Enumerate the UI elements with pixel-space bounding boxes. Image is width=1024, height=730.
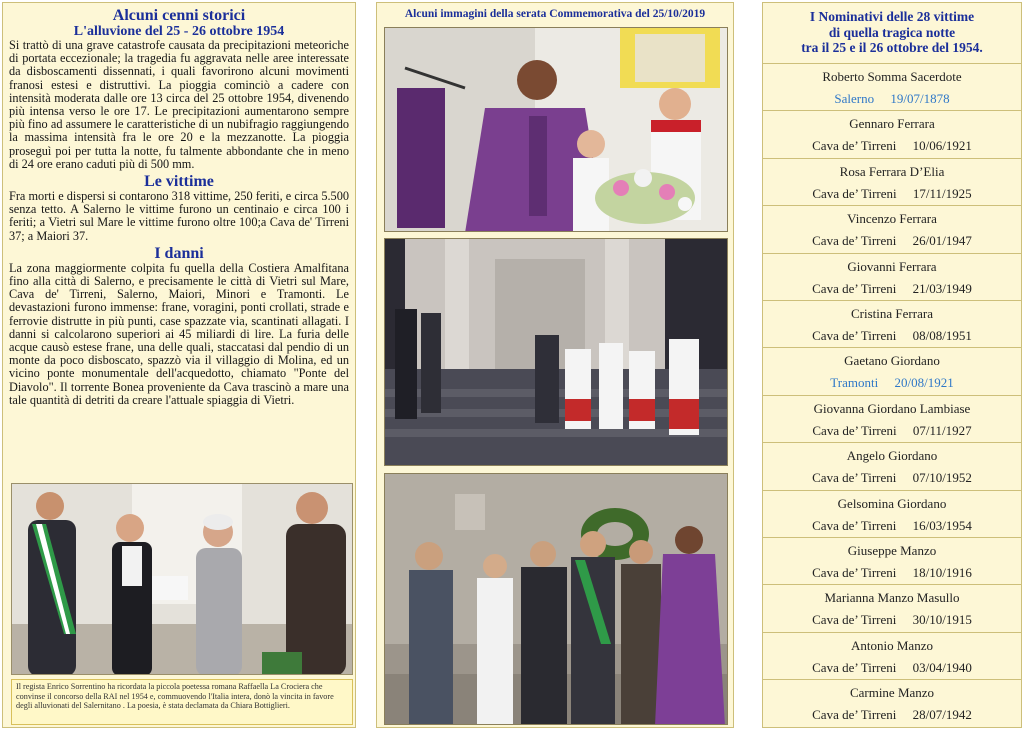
victim-name: Vincenzo Ferrara: [847, 211, 937, 227]
victim-entry: [763, 395, 1021, 442]
victim-name: Gelsomina Giordano: [837, 495, 947, 511]
victim-date: 18/10/1916: [912, 564, 972, 580]
victim-date: 21/03/1949: [912, 280, 972, 296]
victim-place-date: [763, 85, 1021, 107]
victim-date: 28/07/1942: [912, 707, 972, 723]
victim-entry: [763, 63, 1021, 110]
victim-entry: [763, 300, 1021, 347]
victim-name: Rosa Ferrara D’Elia: [839, 163, 945, 179]
victim-date: 03/04/1940: [912, 659, 972, 675]
victim-date: 26/01/1947: [912, 233, 972, 249]
history-title: Alcuni cenni storici: [112, 7, 246, 24]
victim-name: Angelo Giordano: [846, 448, 938, 464]
victim-date: 10/06/1921: [912, 138, 972, 154]
victim-place-date: [763, 132, 1021, 154]
victim-place: Cava de’ Tirreni: [812, 422, 897, 438]
victim-place-date: [763, 275, 1021, 297]
victim-entry: [763, 442, 1021, 489]
history-panel: [2, 2, 356, 728]
victim-place-date: [763, 654, 1021, 676]
victim-date: 17/11/1925: [912, 185, 972, 201]
victims-panel: [762, 2, 1022, 728]
victim-name: Giovanna Giordano Lambiase: [813, 400, 971, 416]
victim-date: 08/08/1951: [912, 327, 972, 343]
photos-title: Alcuni immagini della serata Commemorativa del 25/10/2019: [404, 8, 706, 20]
victims-paragraph: Fra morti e dispersi si contarono 318 vittime, 250 feriti, e circa 5.500 senza tetto. A Salerno le vittime furono un centinaio e circa 100 i feriti; a Vietri sul Mare le vittime furono oltre 100;a Cava de' Tirreni 37; a Maiori 37.: [9, 189, 349, 243]
victim-entry: [763, 347, 1021, 394]
victim-place-date: [763, 180, 1021, 202]
victim-place: Tramonti: [830, 375, 879, 391]
victim-place-date: [763, 512, 1021, 534]
victim-place: Cava de’ Tirreni: [812, 233, 897, 249]
procession-photo-illustration: [385, 239, 728, 466]
victim-name: Antonio Manzo: [851, 637, 933, 653]
victim-entry: [763, 205, 1021, 252]
wreath-photo-illustration: [385, 474, 728, 725]
victim-place: Salerno: [834, 91, 875, 106]
victim-name: Gennaro Ferrara: [849, 116, 935, 132]
victim-entry: [763, 490, 1021, 537]
flood-subtitle: L'alluvione del 25 - 26 ottobre 1954: [73, 24, 285, 39]
victims-heading: [763, 3, 1021, 63]
victim-place: Cava de’ Tirreni: [812, 327, 897, 343]
victim-place: Cava de’ Tirreni: [812, 659, 897, 675]
victim-place-date: [763, 606, 1021, 628]
victim-place: Cava de’ Tirreni: [812, 707, 897, 723]
victim-place-date: [763, 701, 1021, 723]
photo-caption: Il regista Enrico Sorrentino ha ricordata la piccola poetessa romana Raffaella La Crociera che convinse il concorso della RAI nel 1954 e, commuovendo l'Italia intera, donò la vincita in favore degli alluvionati del Salernitano . La poesia, è stata declamata da Chiara Bottiglieri.: [11, 679, 353, 725]
victim-place: Cava de’ Tirreni: [812, 280, 897, 296]
victims-heading-line2: di quella tragica notte: [828, 24, 956, 40]
victim-entry: [763, 158, 1021, 205]
victim-name: Cristina Ferrara: [851, 305, 933, 321]
victim-name: Gaetano Giordano: [844, 353, 940, 369]
victims-heading-line3: tra il 25 e il 26 ottobre del 1954.: [801, 40, 983, 55]
victim-place: Cava de’ Tirreni: [812, 517, 897, 533]
victim-entry: [763, 537, 1021, 584]
victim-entry: [763, 584, 1021, 631]
victim-name: Giovanni Ferrara: [847, 258, 937, 274]
victim-entry: [763, 253, 1021, 300]
victims-section-title: Le vittime: [144, 173, 214, 191]
victim-place: Cava de’ Tirreni: [812, 138, 897, 154]
victim-place-date: [763, 464, 1021, 486]
victims-heading-line1: I Nominativi delle 28 vittime: [809, 9, 975, 24]
victims-list: [763, 63, 1021, 726]
victim-date: 19/07/1878: [890, 91, 950, 106]
victim-date: 07/11/1927: [912, 422, 972, 438]
victim-name: Giuseppe Manzo: [847, 542, 937, 558]
victim-place: Cava de’ Tirreni: [812, 564, 897, 580]
mass-photo: [384, 27, 728, 232]
victim-entry: [763, 679, 1021, 726]
victim-name: Roberto Somma Sacerdote: [822, 69, 962, 84]
victim-date: 16/03/1954: [912, 517, 972, 533]
victim-name: Marianna Manzo Masullo: [824, 590, 960, 606]
victim-place-date: [763, 322, 1021, 344]
victim-entry: [763, 632, 1021, 679]
victim-place-date: [763, 227, 1021, 249]
mass-photo-illustration: [385, 28, 728, 232]
damage-paragraph: La zona maggiormente colpita fu quella della Costiera Amalfitana fino alla città di Salerno, e precisamente le città di Vietri sul Mare, Cava de' Tirreni, Salerno, Maiori, Minori e Tramonti. Le devastazioni furono immense: frane, voragini, ponti crollati, strade e ferrovie distrutte in più punti, case spazzate via, scantinati allagati. I danni si calcolarono superiori ai 45 miliardi di lire. La furia delle acque causò estese frane, una delle quali, staccatasi dal pendio di un monte da poco disboscato, spazzò via il villaggio di Molina, ed un vicino ponte monumentale dell'acquedotto, chiamato "Ponte del Diavolo". Il torrente Bonea proveniente da Cava trascinò a mare una tale quantità di detriti da creare l'attuale spiaggia di Vietri.: [9, 260, 349, 407]
damage-section-title: I danni: [154, 244, 204, 262]
victim-place-date: [763, 417, 1021, 439]
victim-date: 07/10/1952: [912, 470, 972, 486]
procession-photo: [384, 238, 728, 466]
victim-date: 20/08/1921: [894, 375, 954, 391]
victim-place: Cava de’ Tirreni: [812, 470, 897, 486]
history-text-block: [3, 3, 355, 407]
victim-place: Cava de’ Tirreni: [812, 612, 897, 628]
victim-entry: [763, 110, 1021, 157]
victim-place-date: [763, 369, 1021, 391]
photos-panel: [376, 2, 734, 728]
event-photo-speakers: [11, 483, 353, 675]
wreath-photo: [384, 473, 728, 725]
victim-date: 30/10/1915: [912, 612, 972, 628]
victim-place-date: [763, 559, 1021, 581]
flood-intro-paragraph: Si trattò di una grave catastrofe causata da precipitazioni meteoriche di portata eccezionale; la tragedia fu aggravata nelle aree interessate da disboscamenti dissennati, i quali favorirono alcuni movimenti franosi estesi e distruttivi. La pioggia cominciò a cadere con intensità moderata dalle ore 13 circa del 25 ottobre 1954, divenendo più intensa verso le ore 17. Le precipitazioni aumentarono sempre più fino ad assumere le caratteristiche di un nubifragio raggiungendo la massima intensità fra le ore 20 e la mezzanotte. La pioggia proseguì poi per tutta la notte, fu talmente abbondante che in meno di 24 ore erano caduti più di 500 mm.: [9, 38, 349, 171]
speakers-photo-illustration: [12, 484, 353, 675]
victim-place: Cava de’ Tirreni: [812, 185, 897, 201]
victim-name: Carmine Manzo: [849, 685, 935, 701]
